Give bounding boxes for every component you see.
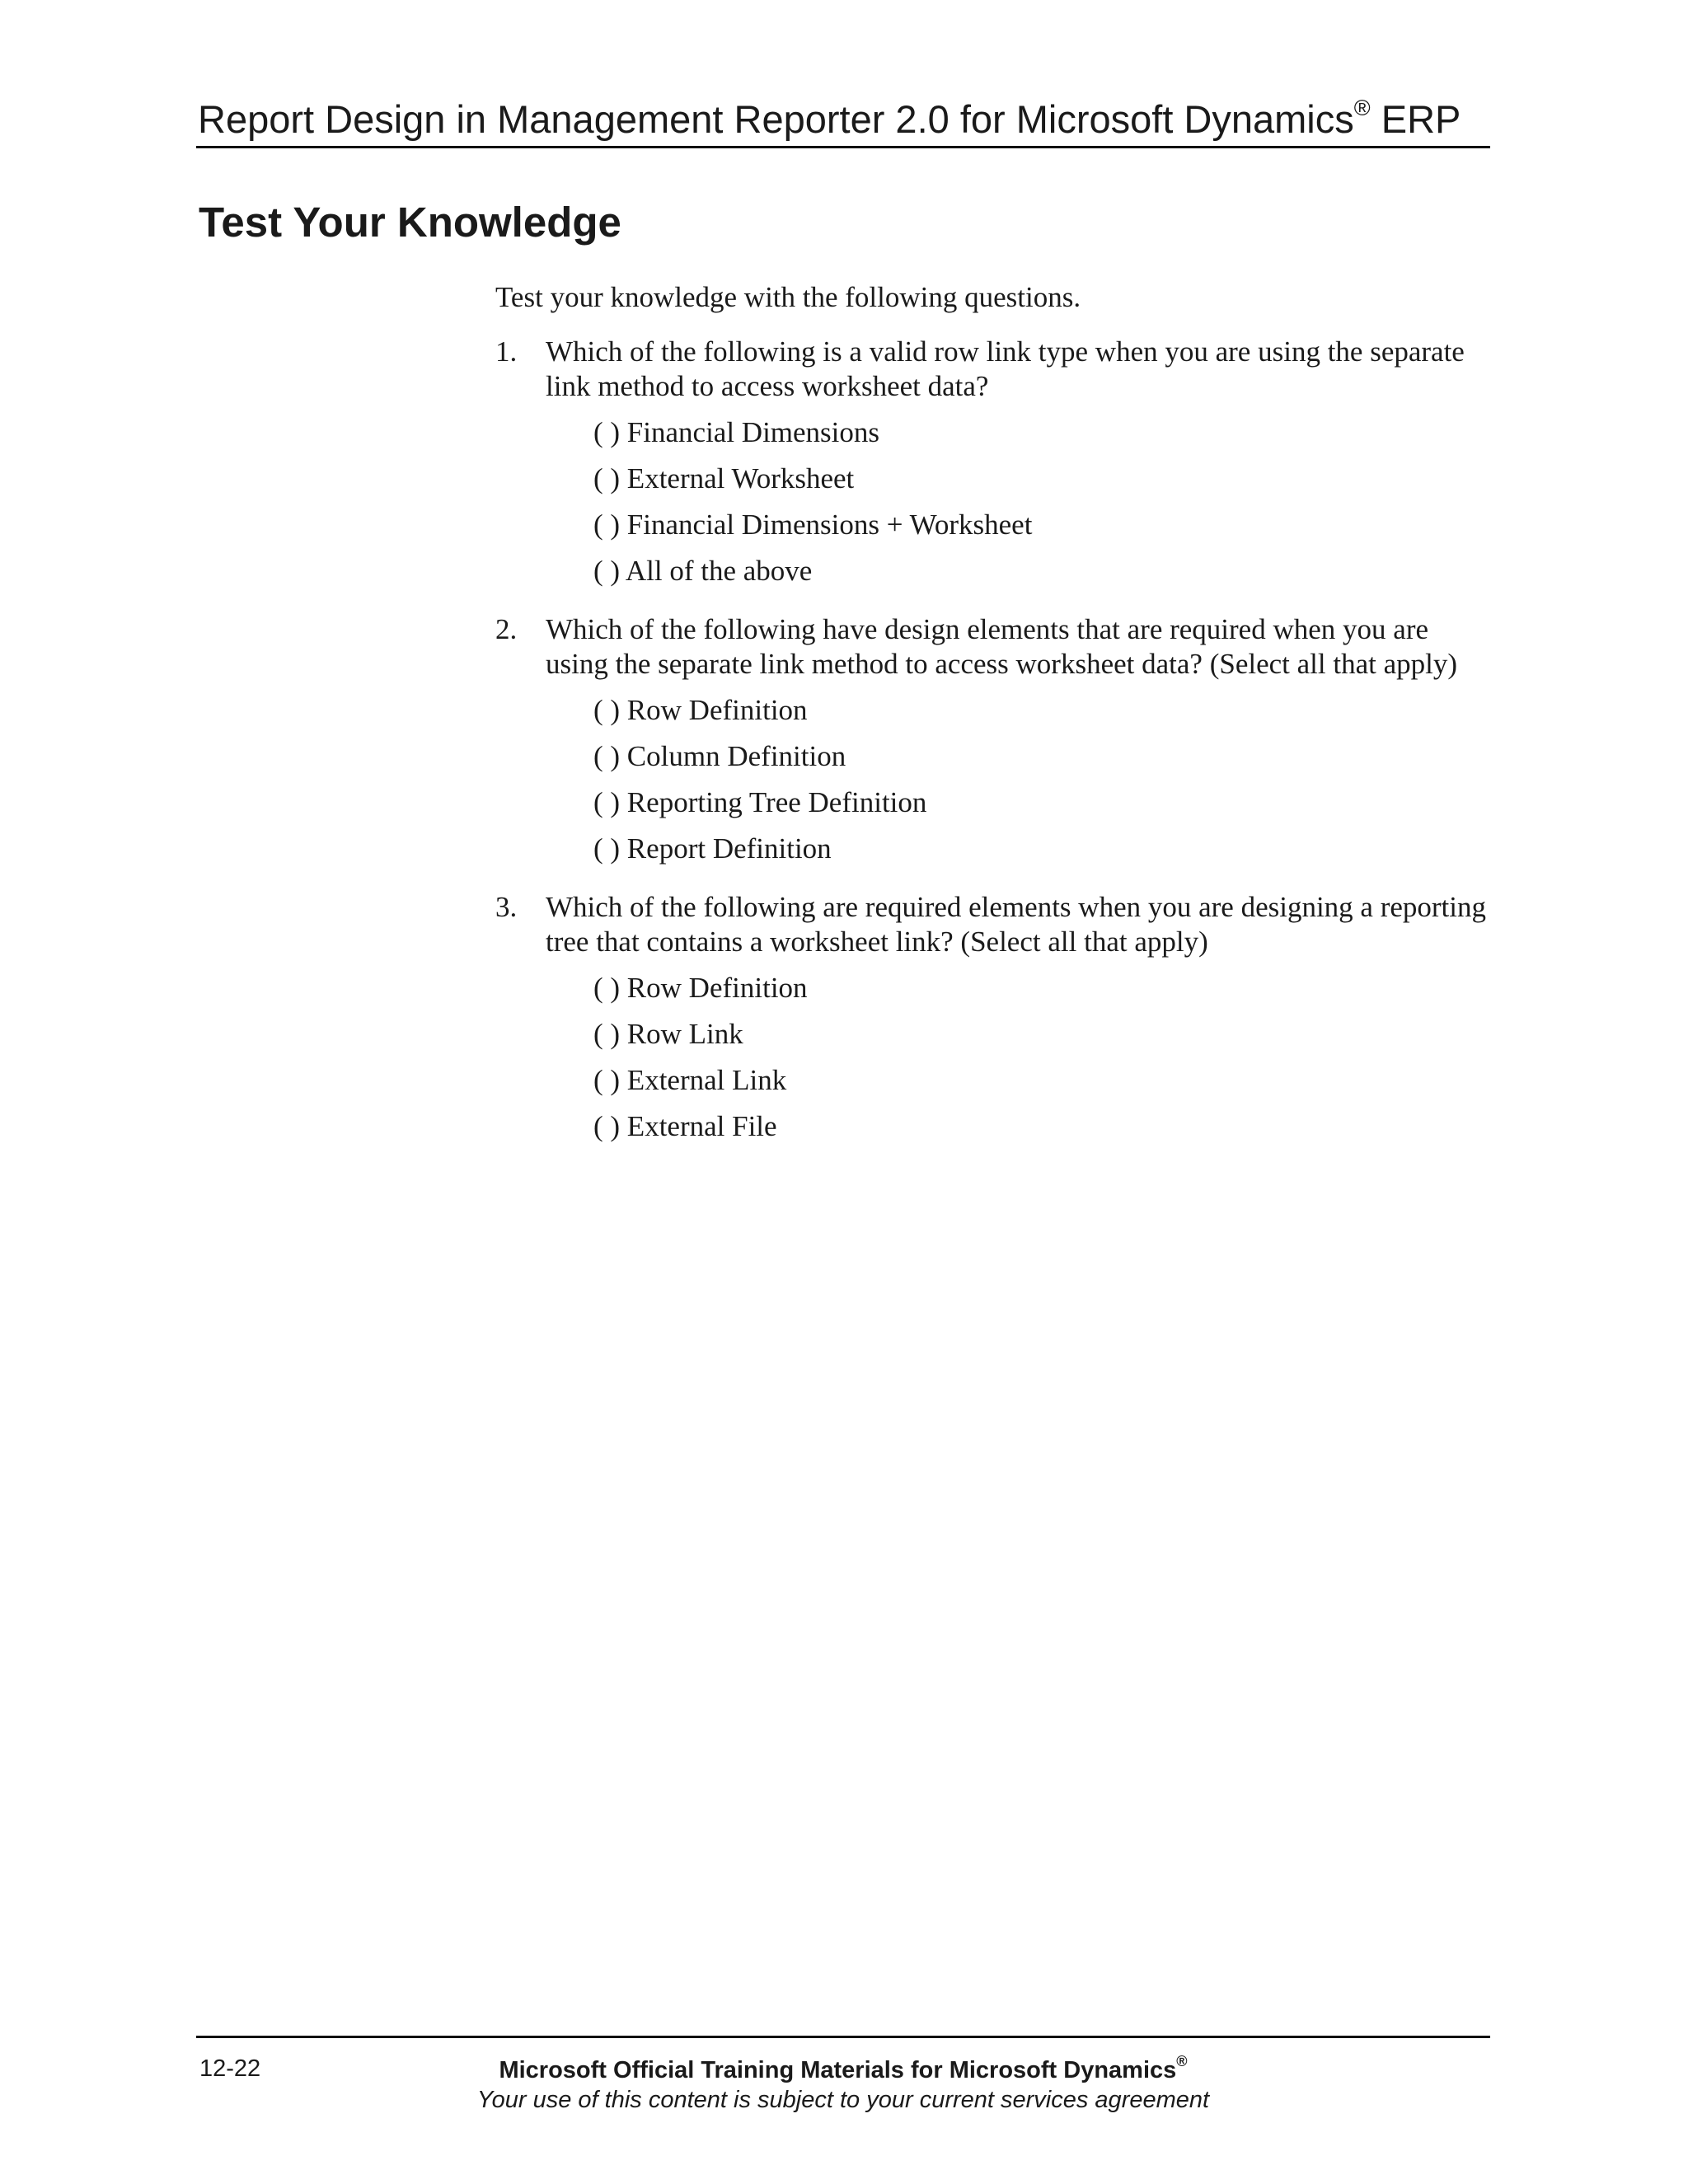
question-text: Which of the following are required elements when you are designing a reporting tree that contains a worksheet link? (Select all that apply) [546,891,1487,958]
option-list [593,693,1493,866]
question-2 [495,612,1493,866]
option-item[interactable]: ( ) Row Link [593,1018,743,1050]
question-number: 2. [495,613,518,645]
footer-main-text [196,2053,1490,2084]
question-number: 1. [495,335,518,368]
option-item[interactable]: ( ) External File [593,1110,777,1142]
option-list [593,971,1493,1144]
option-item[interactable]: ( ) External Worksheet [593,462,855,494]
registered-mark: ® [1176,2053,1188,2070]
header-title [198,97,1461,142]
question-number: 3. [495,891,518,923]
page-number: 12-22 [199,2055,261,2082]
option-item[interactable]: ( ) Financial Dimensions [593,416,880,448]
footer-main-label: Microsoft Official Training Materials for Microsoft Dynamics [499,2057,1177,2083]
quiz-content [495,280,1493,1168]
option-item[interactable]: ( ) Report Definition [593,832,832,865]
footer-sub-text: Your use of this content is subject to your current services agreement [476,2087,1210,2113]
option-item[interactable]: ( ) Row Definition [593,694,808,726]
question-1 [495,335,1493,588]
page-header [196,97,1490,148]
option-item[interactable]: ( ) Row Definition [593,972,808,1004]
option-item[interactable]: ( ) All of the above [593,555,813,587]
question-3 [495,890,1493,1144]
header-title-suffix: ERP [1370,97,1461,141]
question-text: Which of the following have design elements that are required when you are using the separate link method to access worksheet data? (Select all that apply) [546,613,1458,680]
page-footer [196,2036,1490,2118]
option-item[interactable]: ( ) Reporting Tree Definition [593,786,927,818]
intro-text: Test your knowledge with the following questions. [495,281,1081,313]
question-text: Which of the following is a valid row link type when you are using the separate link method to access worksheet data? [546,335,1465,402]
header-title-text: Report Design in Management Reporter 2.0 for Microsoft Dynamics [198,97,1354,141]
option-item[interactable]: ( ) Financial Dimensions + Worksheet [593,509,1033,541]
option-item[interactable]: ( ) Column Definition [593,740,846,772]
section-title: Test Your Knowledge [199,199,621,246]
registered-mark: ® [1353,96,1371,121]
option-item[interactable]: ( ) External Link [593,1064,787,1096]
option-list [593,415,1493,588]
